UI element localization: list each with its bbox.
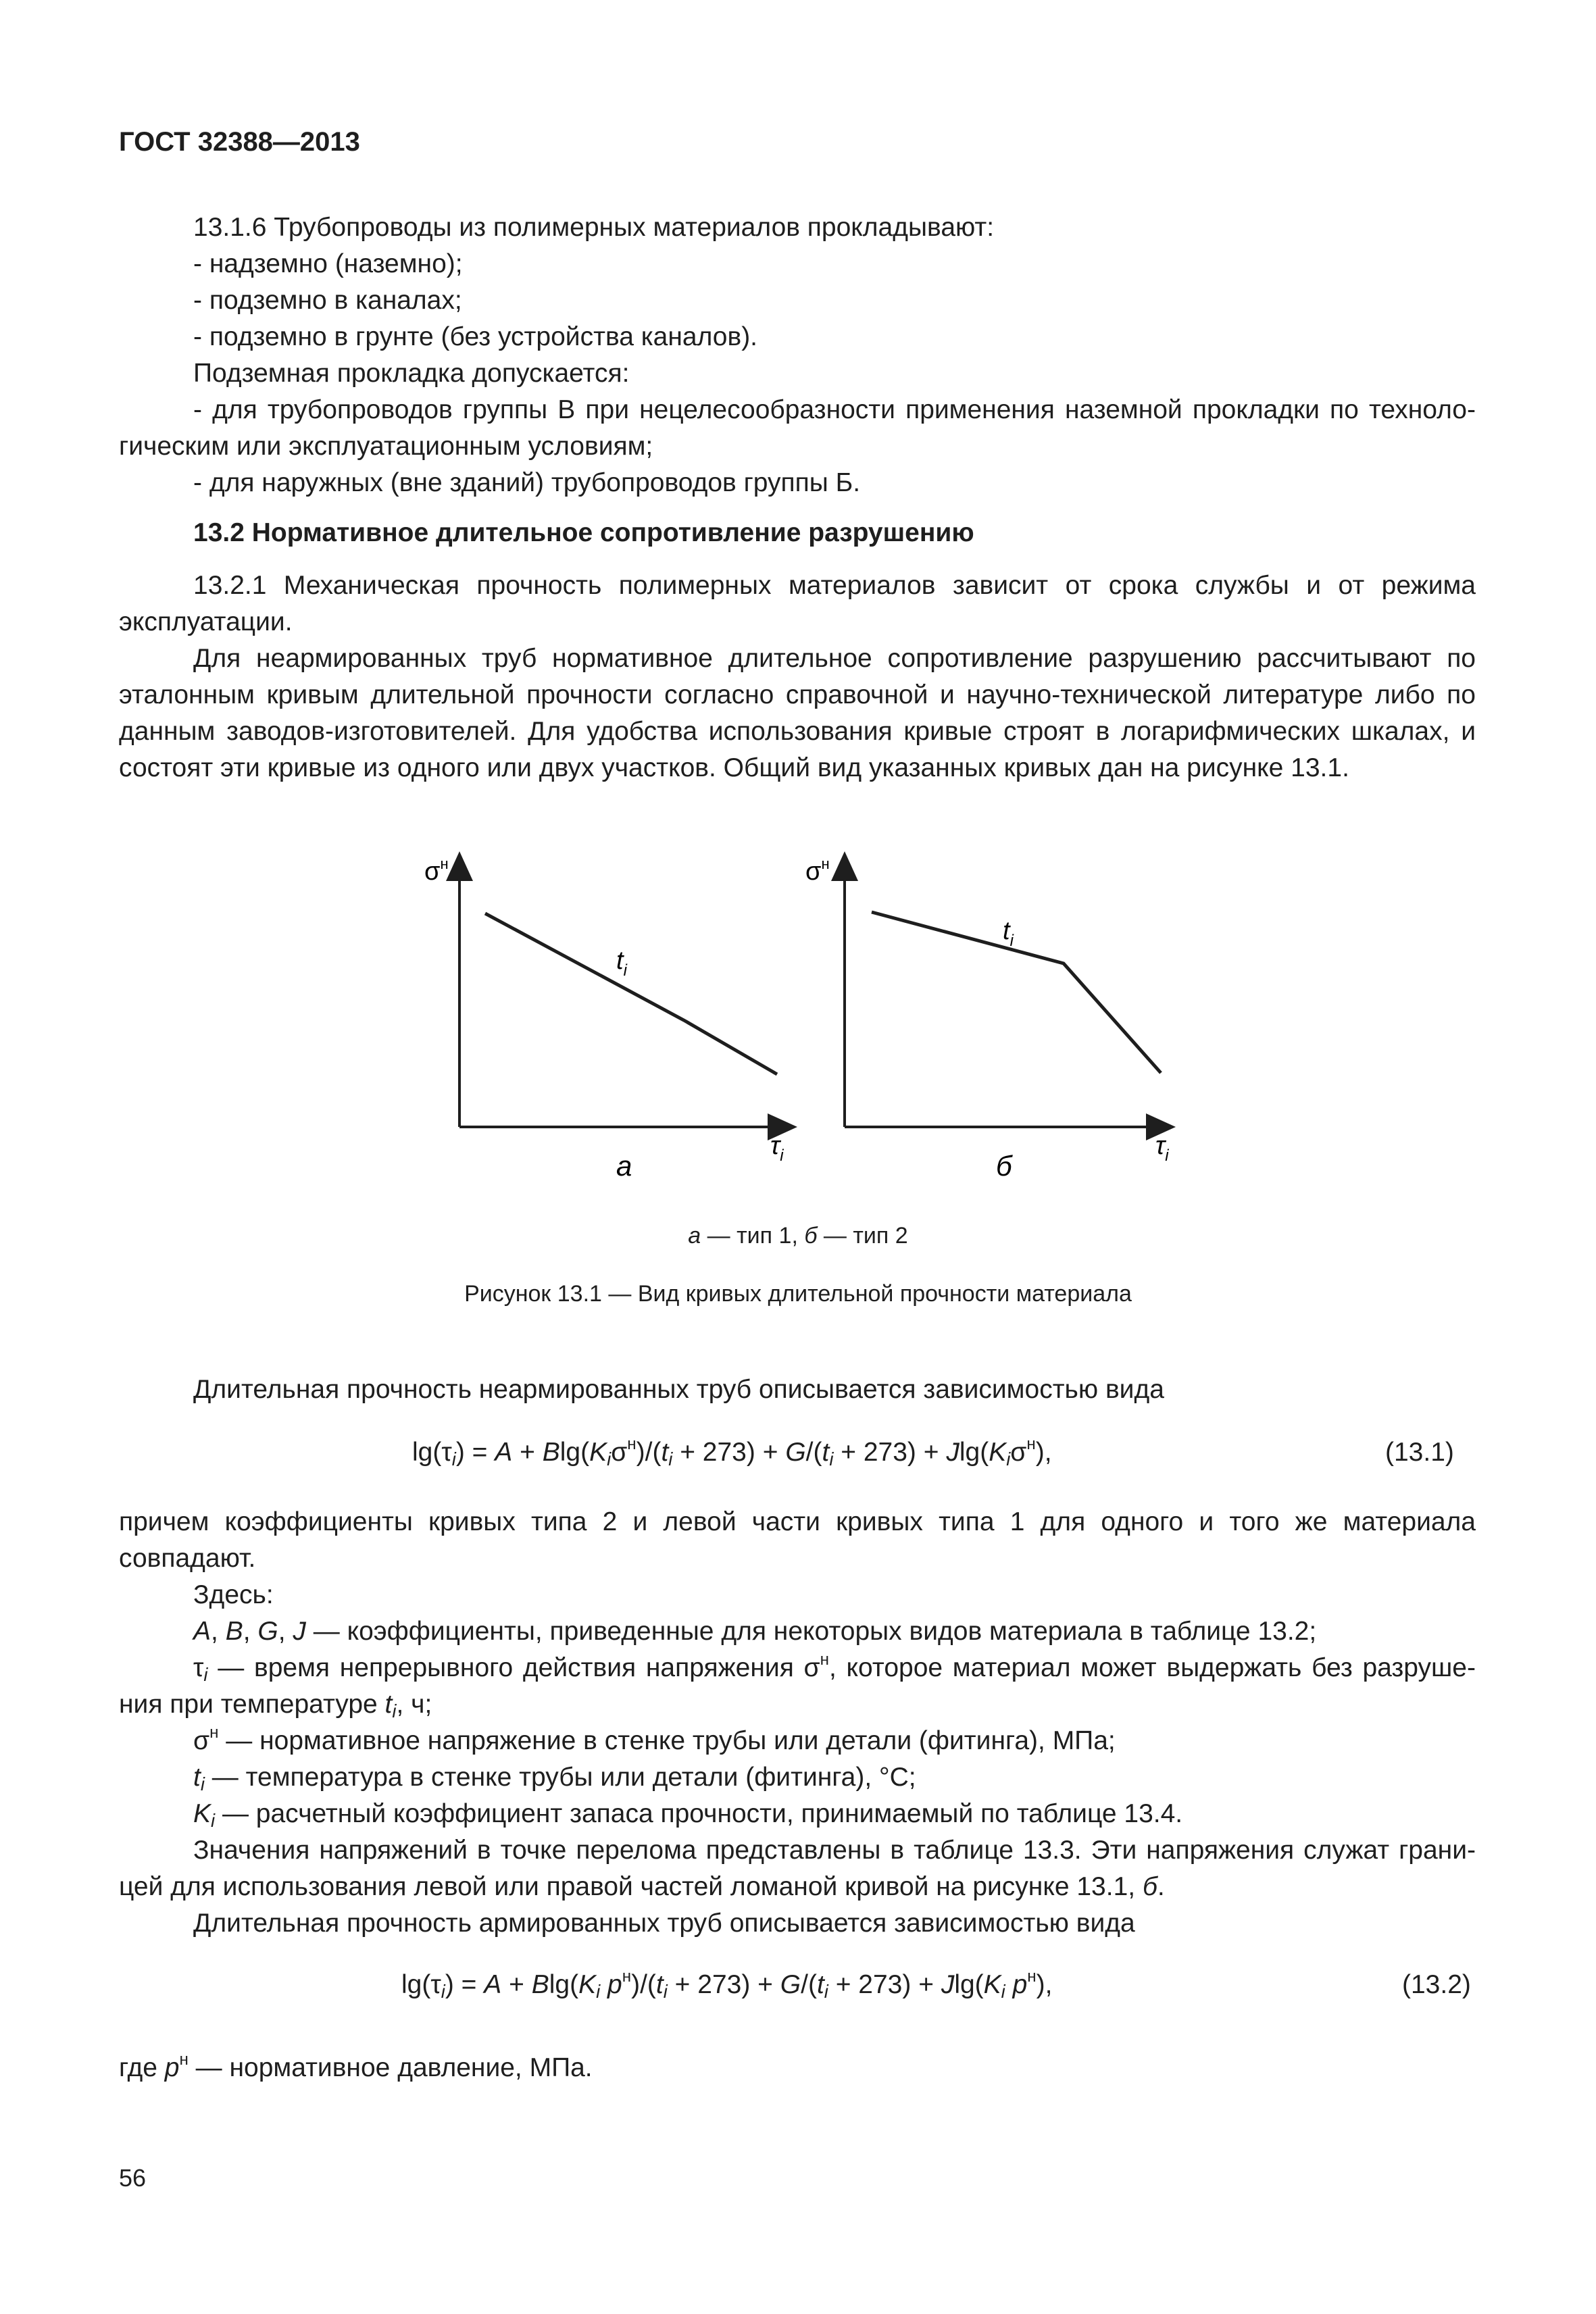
definition-tau: $\tau_i$ — время непрерывного действия напряжения $\sigma^н$, которое материал может выдержать без разрушения при температуре $t_i$, ч; [119, 1651, 1476, 1721]
paragraph-after-eq1: причем коэффициенты кривых типа 2 и левой части кривых типа 1 для одного и того же материала совпадают. [119, 1507, 1476, 1573]
equation-13-2: $\lg(\tau_i) = A + Blg(K_i$ $p^н)/(t_i + 273) + G/(t_i + 273) + Jlg(K_i$ $p^н$), [401, 1967, 1053, 2002]
page-number: 56 [119, 2164, 147, 2192]
list-item: - для трубопроводов группы В при нецелесообразности применения наземной прокладки по технологическим или эксплуатационным условиям; [119, 395, 1476, 461]
panel-b-label: б [996, 1150, 1012, 1182]
list-item: - надземно (наземно); [193, 249, 463, 278]
panel-a-curve [485, 913, 777, 1074]
list-item: - подземно в грунте (без устройства каналов). [193, 322, 758, 351]
definition-sigma: $\sigma^н$ — нормативное напряжение в стенке трубы или детали (фитинга), МПа; [193, 1724, 1116, 1755]
panel-b-plot [805, 855, 1169, 1182]
panel-b-curve [872, 912, 1161, 1073]
panel-b-y-label: $\sigma^н$ [805, 855, 830, 886]
definitions-intro: Здесь: [193, 1580, 274, 1609]
formula-lead-2: Длительная прочность армированных труб описывается зависимостью вида [193, 1909, 1135, 1938]
panel-a-label: а [616, 1150, 632, 1182]
formula-lead-1: Длительная прочность неармированных труб описывается зависимостью вида [193, 1375, 1164, 1404]
definition-t: $t_i$ — температура в стенке трубы или детали (фитинга), °С; [193, 1763, 916, 1794]
definition-k: $K_i$ — расчетный коэффициент запаса прочности, принимаемый по таблице 13.4. [193, 1799, 1183, 1831]
figure-legend: а — тип 1, б — тип 2 [688, 1223, 908, 1249]
equation-13-1-number: (13.1) [1385, 1438, 1454, 1467]
definition-coefficients: A, B, G, J — коэффициенты, приведенные для некоторых видов материала в таблице 13.2; [193, 1617, 1317, 1646]
figure-caption: Рисунок 13.1 — Вид кривых длительной прочности материала [464, 1281, 1132, 1307]
section-13-1-6-intro: 13.1.6 Трубопроводы из полимерных материалов прокладывают: [193, 213, 995, 242]
paragraph-13-2-1: 13.2.1 Механическая прочность полимерных материалов зависит от срока службы и от режима эксплуатации. [119, 571, 1476, 636]
underground-intro: Подземная прокладка допускается: [193, 359, 630, 388]
panel-b-curve-label: $t_i$ [1003, 917, 1014, 950]
panel-a-x-label: $\tau_i$ [770, 1132, 784, 1165]
figure-13-1 [378, 845, 1230, 1209]
panel-b-x-label: $\tau_i$ [1155, 1132, 1169, 1165]
list-item: - для наружных (вне зданий) трубопроводов группы Б. [193, 468, 861, 497]
paragraph-13-2-1-curves: Для неармированных труб нормативное длительное сопротивление разрушению рассчитывают по эталонным кривым длительной прочности согласно справочной и научно-технической литературе либо по данным заводов-изготовителей. Для удобства использования кривые строят в логарифмических шкалах, и состоят эти кривые из одного или двух участков. Общий вид указанных кривых дан на рисунке 13.1. [119, 644, 1476, 782]
panel-a-y-label: $\sigma^н$ [424, 855, 449, 886]
equation-13-1: $\lg(\tau_i) = A + Blg(K_i\sigma^н)/(t_i + 273) + G/(t_i + 273) + Jlg(K_i\sigma^н)$, [412, 1435, 1052, 1469]
list-item: - подземно в каналах; [193, 286, 462, 315]
document-header: ГОСТ 32388—2013 [119, 127, 360, 157]
panel-a-plot [424, 855, 784, 1182]
definition-p: где $p^н$ — нормативное давление, МПа. [119, 2051, 593, 2082]
paragraph-breakpoint: Значения напряжений в точке перелома представлены в таблице 13.3. Эти напряжения служат границей для использования левой или правой частей ломаной кривой на рисунке 13.1, б. [119, 1836, 1476, 1901]
section-13-2-heading: 13.2 Нормативное длительное сопротивление разрушению [193, 518, 974, 547]
equation-13-2-number: (13.2) [1402, 1970, 1471, 1999]
panel-a-curve-label: $t_i$ [616, 947, 627, 980]
